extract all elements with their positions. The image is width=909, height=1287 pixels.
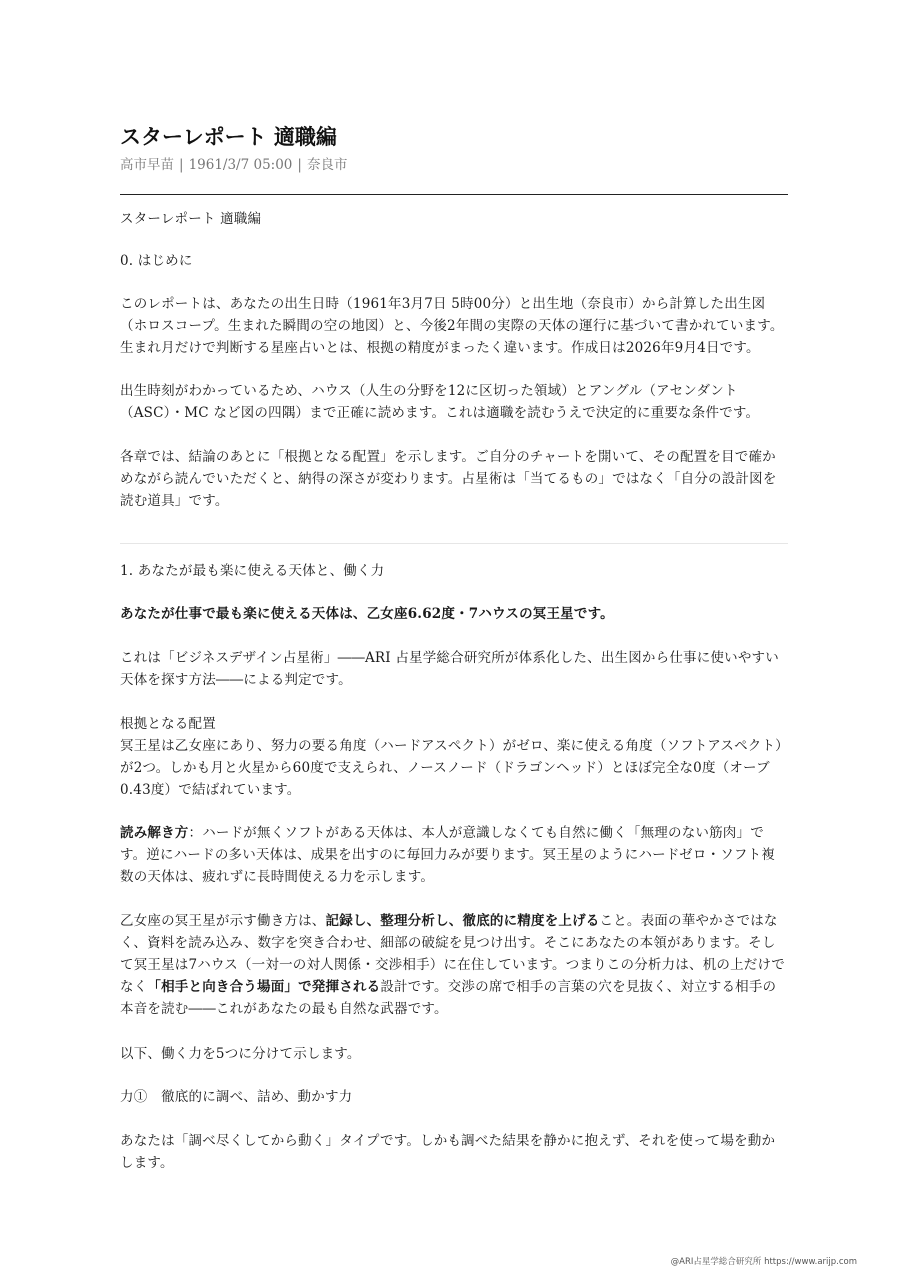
section-divider: [120, 543, 788, 544]
report-meta: [120, 155, 347, 175]
footer-credit: @ARI占星学総合研究所 https://www.arijp.com: [670, 1257, 857, 1267]
power-1-text: あなたは「調べ尽くしてから動く」タイプです。しかも調べた結果を静かに抱えず、それを使って場を動かします。: [120, 1133, 776, 1171]
p4-emphasis-1: 記録し、整理分析し、徹底的に精度を上げる: [325, 913, 600, 929]
reading-text: ：ハードが無くソフトがある天体は、本人が意識しなくても自然に働く「無理のない筋肉」です。逆にハードの多い天体は、成果を出すのに毎回力みが要ります。冥王星のようにハードゼロ・ソフト複数の天体は、疲れずに長時間使える力を示します。: [120, 825, 776, 885]
basis-text: 冥王星は乙女座にあり、努力の要る角度（ハードアスペクト）がゼロ、楽に使える角度（ソフトアスペクト）が2つ。しかも月と火星から60度で支えられ、ノースノード（ドラゴンヘッド）とほぼ完全な0度（オーブ0.43度）で結ばれています。: [120, 738, 783, 798]
meta-separator: |: [297, 157, 302, 173]
p4-text-2: こと。表面の華やかさではなく、資料を読み込み、数字を突き合わせ、細部の破綻を見つけ出す。そこにあなたの本領があります。そして冥王星は7ハウス（一対一の対人関係・交渉相手）に在住しています。つまりこの分析力は、机の上だけでなく: [120, 913, 785, 995]
doc-title: スターレポート 適職編: [120, 211, 262, 227]
meta-name: 高市早苗: [120, 157, 174, 173]
section-1-lead-text: あなたが仕事で最も楽に使える天体は、乙女座6.62度・7ハウスの冥王星です。: [120, 606, 614, 622]
basis-label: 根拠となる配置: [120, 716, 216, 732]
meta-datetime: 1961/3/7 05:00: [188, 157, 293, 173]
meta-place: 奈良市: [306, 157, 348, 173]
page-title: スターレポート 適職編: [120, 125, 337, 149]
section-1-heading: 1. あなたが最も楽に使える天体と、働く力: [120, 563, 385, 579]
section-1-paragraph-5: 以下、働く力を5つに分けて示します。: [120, 1046, 361, 1062]
section-1-paragraph-4: [120, 910, 788, 1020]
section-0-heading: 0. はじめに: [120, 253, 193, 269]
section-0-paragraph-2: 出生時刻がわかっているため、ハウス（人生の分野を12に区切った領域）とアングル（アセンダント（ASC）・MC など図の四隅）まで正確に読めます。これは適職を読むうえで決定的に重要な条件です。: [120, 383, 760, 421]
reading-guide: [120, 822, 788, 888]
section-1-lead: [120, 603, 788, 625]
power-1-heading: 力① 徹底的に調べ、詰め、動かす力: [120, 1089, 353, 1105]
meta-separator: |: [179, 157, 184, 173]
p4-text-1: 乙女座の冥王星が示す働き方は、: [120, 913, 326, 929]
basis-block: [120, 713, 788, 801]
section-0-paragraph-1: このレポートは、あなたの出生日時（1961年3月7日 5時00分）と出生地（奈良市）から計算した出生図（ホロスコープ。生まれた瞬間の空の地図）と、今後2年間の実際の天体の運行に基づいて書かれています。生まれ月だけで判断する星座占いとは、根拠の精度がまったく違います。作成日は2026年9月4日です。: [120, 296, 784, 356]
p4-text-3: 設計です。交渉の席で相手の言葉の穴を見抜く、対立する相手の本音を読む――これがあなたの最も自然な武器です。: [120, 979, 777, 1017]
section-1-paragraph-1: これは「ビジネスデザイン占星術」――ARI 占星学総合研究所が体系化した、出生図から仕事に使いやすい天体を探す方法――による判定です。: [120, 650, 779, 688]
reading-label: 読み解き方: [120, 825, 189, 841]
p4-emphasis-2: 「相手と向き合う場面」で発揮される: [147, 979, 381, 995]
header-divider: [120, 194, 788, 195]
section-0-paragraph-3: 各章では、結論のあとに「根拠となる配置」を示します。ご自分のチャートを開いて、その配置を目で確かめながら読んでいただくと、納得の深さが変わります。占星術は「当てるもの」ではなく「自分の設計図を読む道具」です。: [120, 449, 777, 509]
